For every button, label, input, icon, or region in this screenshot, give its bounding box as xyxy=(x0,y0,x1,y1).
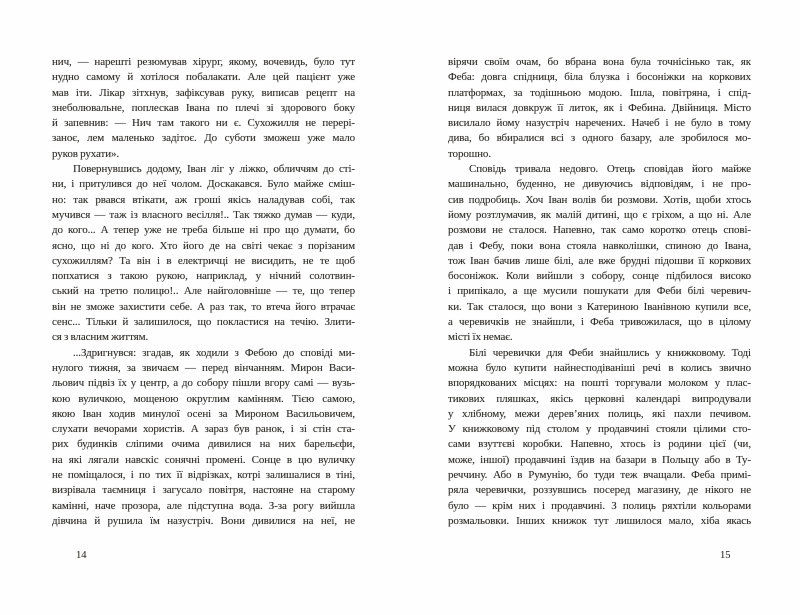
text-line: мучився — таж із власного весілля!.. Так тяжко думав — куди, xyxy=(52,208,355,221)
text-line: сенс... Тільки й залишилося, що покластися на течію. Злити- xyxy=(52,316,355,329)
text-line: торошно. xyxy=(448,147,491,160)
text-line: дав і Фебу, поки вона стояла навколішки, спиною до Івана, xyxy=(448,239,751,252)
text-line: реччину. Або в Румунію, бо туди теж вчащали. Феба примі- xyxy=(448,469,751,482)
text-line: висилало йому назустріч наречених. Начеб і не було в тому xyxy=(448,117,751,130)
text-line: можна було купити найнесподіваніші речі в колись звично xyxy=(448,361,751,374)
text-line: у хлібному, межи дерев’яних полиць, які пахли печивом. xyxy=(448,407,751,420)
page-right-text xyxy=(448,55,751,529)
paragraph xyxy=(52,346,355,530)
text-line: тикових пляшках, якісь церковні календарі випродували xyxy=(448,392,751,405)
text-line: ...Здригнувся: згадав, як ходили з Фебою до сповіді ми- xyxy=(73,346,355,359)
text-line: дива, бо вбиралися всі з одного базару, але зробилося мо- xyxy=(448,132,751,145)
text-line: і припікало, а ще мусили пошукати для Феби білі черевич- xyxy=(448,285,751,298)
text-line: Сповідь тривала недовго. Отець сповідав його майже xyxy=(469,163,751,176)
page-number-left: 14 xyxy=(76,550,87,561)
text-line: босоніжок. Коли вийшли з собору, сонце підбилося високо xyxy=(448,270,751,283)
text-line: сами взуттєві коробки. Напевно, хтось із родини цієї (чи, xyxy=(448,438,751,451)
text-line: було — крім них і продавчині. З полиць ряхтіли кольорами xyxy=(448,499,751,512)
text-line: Білі черевички для Феби знайшлись у книжковому. Тоді xyxy=(469,346,751,359)
text-line: йому розтлумачив, як малій дитині, що є гріхом, а що ні. Але xyxy=(448,208,751,221)
paragraph xyxy=(52,55,355,162)
text-line: ся з власним життям. xyxy=(52,331,149,344)
text-line: заноє, лем маленько задітоє. До суботи зможеш уже мало xyxy=(52,132,355,145)
text-line: но: так рвався втікати, аж гроші якісь наладував собі, так xyxy=(52,193,355,206)
text-line: ясно, що ні до кого. Хто його де на світі чекає з порізаним xyxy=(52,239,355,252)
text-line: вірячи своїм очам, бо вбрана вона була точнісінько так, як xyxy=(448,56,751,68)
text-line: машинально, буденно, не дивуючись відповідям, і не про- xyxy=(448,178,751,191)
text-line: якою Іван ходив минулої осені за Мироном Васильовичем, xyxy=(52,407,355,420)
text-line: може, іншої) продавчині їздив на базари в Польщу або в Ту- xyxy=(448,453,751,466)
page-left-text xyxy=(52,55,355,529)
text-line: до кого... А тепер уже не треба більше ні про що думати, бо xyxy=(52,224,355,237)
text-line: ни, і притулився до неї чолом. Доскакався. Було майже сміш- xyxy=(52,178,355,191)
text-line: й запевнив: — Нич там такого ни є. Сухожилля не перері- xyxy=(52,117,355,130)
page-number-right: 15 xyxy=(720,550,731,561)
text-line: руков рухати». xyxy=(52,147,120,160)
text-line: Повернувшись додому, Іван ліг у ліжко, обличчям до сті- xyxy=(73,163,355,176)
paragraph xyxy=(448,162,751,346)
text-line: сухожиллям? Та він і в електричці не висидить, не те щоб xyxy=(52,254,355,267)
text-line: слухати вечорами хористів. А зараз був ранок, і зі стін ста- xyxy=(52,423,355,436)
text-line: льович підвіз їх у центр, а до собору пішли вгору самі — вузь- xyxy=(52,377,355,390)
text-line: кою вуличкою, мощеною округлим камінням. Тією самою, xyxy=(52,392,355,405)
text-line: розмальовки. Інших книжок тут лишилося мало, хіба якась xyxy=(448,514,751,527)
text-line: ки. Так сталося, що вони з Катериною Іванівною купили все, xyxy=(448,300,751,313)
text-line: нич, — нарешті резюмував хірург, якому, вочевидь, було тут xyxy=(52,56,355,68)
text-line: він не зможе захистити себе. А раз так, то втеча його втрачає xyxy=(52,300,355,313)
text-line: ський на третю полицю!.. Але найголовніше — те, що тепер xyxy=(52,285,355,298)
paragraph xyxy=(448,346,751,530)
text-line: розмови не сталося. Напевно, так само коротко отець спові- xyxy=(448,224,751,237)
paragraph xyxy=(448,55,751,162)
text-line: нудно самому й хотілося побалакати. Але цей пацієнт уже xyxy=(52,71,355,84)
text-line: тож Іван бачив лише білі, але вже брудні підошви її коркових xyxy=(448,254,751,267)
text-line: не поміщалося, і по тих її відрізках, котрі залишалися в тіні, xyxy=(52,469,355,482)
text-line: У книжковому під столом у продавчині стояли цілими сто- xyxy=(448,423,751,436)
text-line: місті їх немає. xyxy=(448,331,513,344)
text-line: ряла черевички, роззувшись посеред магазину, де нікого не xyxy=(448,484,751,497)
text-line: сив подробиць. Хоч Іван волів би розмови. Хотів, щоби хтось xyxy=(448,193,751,206)
text-line: визрівала таємниця і загусало повітря, настояне на старому xyxy=(52,484,355,497)
text-line: платформах, за тодішньою модою. Ішла, повітряна, і спід- xyxy=(448,86,751,99)
text-line: ниця вилася довкруж її литок, як і Фебина. Двійниця. Місто xyxy=(448,101,751,114)
text-line: а черевичків не знайшли, і Феба тривожилася, що в цілому xyxy=(448,316,751,329)
text-line: мав іти. Лікар зітхнув, зафіксував руку, виписав рецепт на xyxy=(52,86,355,99)
text-line: камінні, наче прозора, але підступна вода. З-за рогу вийшла xyxy=(52,499,355,512)
text-line: рих будинків сліпими очима дивилися на них барельєфи, xyxy=(52,438,355,451)
text-line: на які лягали навскіс сонячні промені. Сонце в цю вуличку xyxy=(52,453,355,466)
text-line: попхатися з такою рукою, наприклад, у нічний солотвин- xyxy=(52,270,355,283)
text-line: знеболювальне, поплескав Івана по плечі зі здорового боку xyxy=(52,101,355,114)
text-line: впорядкованих місцях: на пошті торгували молоком у плас- xyxy=(448,377,751,390)
text-line: нулого тижня, за звичаєм — перед вінчанням. Мирон Васи- xyxy=(52,361,355,374)
paragraph xyxy=(52,162,355,346)
text-line: дівчина й рушила їм назустріч. Вони дивилися на неї, не xyxy=(52,514,355,527)
text-line: Феба: довга спідниця, біла блузка і босоніжки на коркових xyxy=(448,71,751,84)
